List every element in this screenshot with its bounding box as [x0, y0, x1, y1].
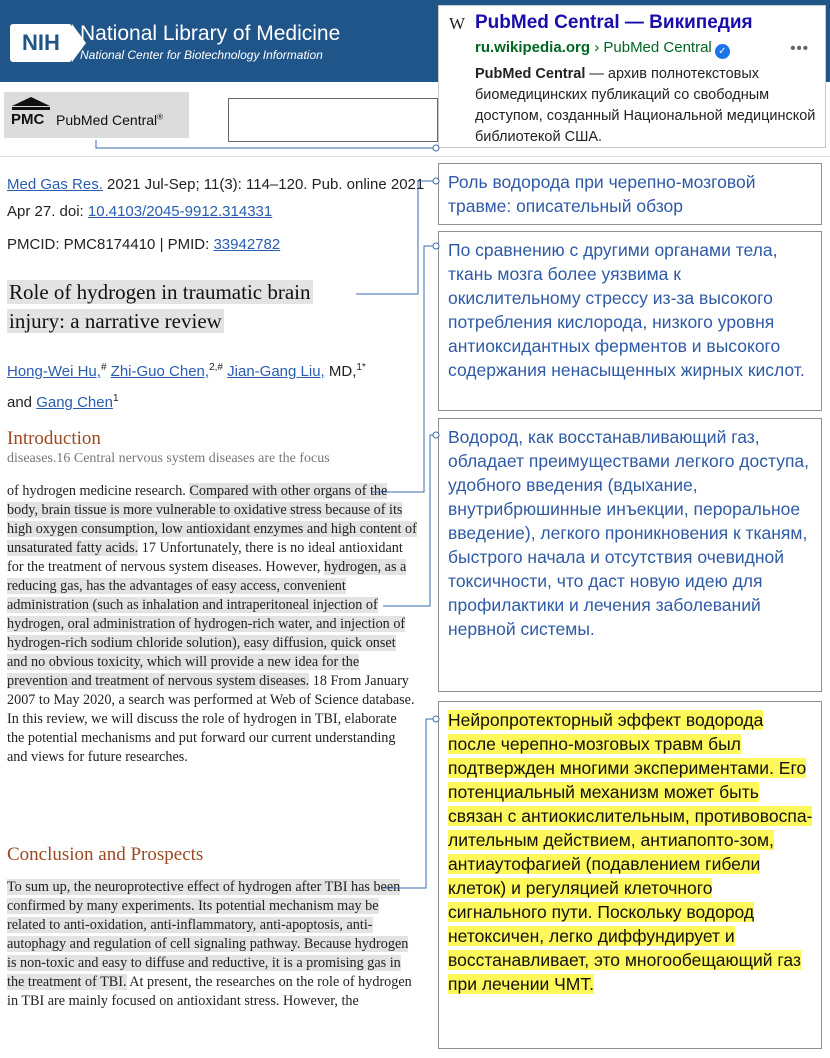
highlight-translation: Нейропротекторный эффект водорода после черепно-мозговых травм был подтвержден многими экспериментами. Его потенциальный механизм может быть связан с антиокислительным, противовоспа-лительным действием, антиапопто-зом, антиаутофагией (подавлением гибели клеток) и регуляцией клеточного сигнального пути. Поскольку водород нетоксичен, легко диффундирует и восстанавливает, это многообещающий газ при лечении ЧМТ.: [448, 710, 813, 994]
pmid-link[interactable]: 33942782: [213, 236, 281, 253]
connector-dot-title: [433, 178, 439, 184]
pmc-name: PubMed Central®: [56, 112, 164, 128]
introduction-heading: Introduction: [7, 428, 101, 449]
connector-pmc: [96, 140, 436, 148]
author-list: Hong-Wei Hu,# Zhi-Guo Chen,$^{2,\#}$ Jian-Gang Liu, MD,$^{1*}$ and Gang Chen$^1$: [7, 362, 366, 411]
pmcid-line: PMCID: PMC8174410 | PMID: 33942782: [7, 236, 281, 253]
nih-title[interactable]: National Library of Medicine: [80, 22, 341, 45]
connector-dot-pmc: [433, 145, 439, 151]
cut-off-line: diseases.16 Central nervous system diseases are the focus: [7, 451, 330, 466]
connector-intro-2: [383, 435, 436, 606]
more-options-icon[interactable]: •••: [790, 40, 809, 57]
verified-icon: ✓: [715, 44, 730, 59]
connector-dot-intro-2: [433, 432, 439, 438]
translation-box-1: По сравнению с другими органами тела, ткань мозга более уязвима к окислительному стрессу из-за высокого потребления кислорода, низкого уровня антиоксидантных ферментов и высокого содержания ненасыщенных жирных кислот.: [438, 231, 822, 411]
connector-dot-conclusion: [433, 716, 439, 722]
author-link-3[interactable]: Jian-Gang Liu,: [227, 363, 325, 380]
connector-conclusion: [383, 719, 436, 888]
conclusion-heading: Conclusion and Prospects: [7, 844, 204, 865]
conclusion-text: To sum up, the neuroprotective effect of hydrogen after TBI has been confirmed by many experiments. Its potential mechanism may be related to anti-oxidation, anti-inflammatory, anti-apoptosis, anti-autophagy and regulation of cell signaling pathway. Because hydrogen is non-toxic and easy to diffuse and reductive, it is a promising gas in the treatment of TBI. At present, the researches on the role of hydrogen in TBI are mainly focused on antioxidant stress. However, the: [7, 879, 412, 1009]
pmc-mark: PMC: [11, 111, 45, 128]
wikipedia-icon: W: [449, 14, 466, 33]
article-title: Role of hydrogen in traumatic brain injury: a narrative review: [9, 280, 311, 333]
author-link-4[interactable]: Gang Chen: [36, 394, 113, 411]
highlight-conclusion: To sum up, the neuroprotective effect of hydrogen after TBI has been confirmed by many experiments. Its potential mechanism may be related to anti-oxidation, anti-inflammatory, anti-apoptosis, anti-autophagy and regulation of cell signaling pathway. Because hydrogen is non-toxic and easy to diffuse and reductive, it is a promising gas in the treatment of TBI.: [7, 879, 409, 990]
doi-link[interactable]: 10.4103/2045-9912.314331: [87, 203, 273, 220]
translation-box-title: Роль водорода при черепно-мозговой травме: описательный обзор: [438, 163, 822, 225]
wikipedia-url[interactable]: ru.wikipedia.org › PubMed Central ✓: [475, 39, 730, 59]
connector-dot-intro-1: [433, 243, 439, 249]
wikipedia-title-link[interactable]: PubMed Central — Википедия: [475, 12, 753, 33]
nih-logo[interactable]: NIH: [10, 24, 72, 62]
journal-link[interactable]: Med Gas Res.: [7, 176, 103, 193]
author-link-2[interactable]: Zhi-Guo Chen,: [110, 363, 210, 380]
introduction-text: of hydrogen medicine research. Compared with other organs of the body, brain tissue is more vulnerable to oxidative stress because of its high oxygen consumption, low antioxidant enzymes and high content of unsaturated fatty acids. 17 Unfortunately, there is no ideal antioxidant for the treatment of nervous system diseases. However, hydrogen, as a reducing gas, has the advantages of easy access, convenient administration (such as inhalation and intraperitoneal injection of hydrogen, oral administration of hydrogen-rich water, and injection of hydrogen-rich sodium chloride solution), easy diffusion, quick onset and no obvious toxicity, which will provide a new idea for the prevention and treatment of nervous system diseases. 18 From January 2007 to May 2020, a search was performed at Web of Science database. In this review, we will discuss the role of hydrogen in TBI, elaborate the potential mechanisms and put forward our current understanding and views for future researches.: [7, 483, 417, 765]
author-link-1[interactable]: Hong-Wei Hu,: [7, 363, 101, 380]
connector-intro-1: [372, 246, 436, 492]
wikipedia-description: PubMed Central — архив полнотекстовых биомедицинских публикаций со свободным доступом, созданный Национальной медицинской библиотекой США.: [475, 66, 816, 145]
nih-subtitle: National Center for Biotechnology Information: [80, 48, 323, 62]
highlight-oxidative-stress: Compared with other organs of the body, brain tissue is more vulnerable to oxidative stress because of its high oxygen consumption, low antioxidant enzymes and high content of unsaturated fatty acids.: [7, 483, 417, 556]
translation-box-2: Водород, как восстанавливающий газ, обладает преимуществами легкого доступа, удобного введения (вдыхание, внутрибрюшинные инъекции, пероральное введение), легкого проникновения к тканям, быстрого начала и отсутствия очевидной токсичности, что даст новую идею для профилактики и лечения заболеваний нервной системы.: [438, 418, 822, 692]
citation-line: Med Gas Res. 2021 Jul-Sep; 11(3): 114–120. Pub. online 2021 Apr 27. doi: 10.4103/2045-9912.314331: [7, 176, 425, 220]
highlight-reducing-gas: hydrogen, as a reducing gas, has the advantages of easy access, convenient administration (such as inhalation and intraperitoneal injection of hydrogen, oral administration of hydrogen-rich water, and injection of hydrogen-rich sodium chloride solution), easy diffusion, quick onset and no obvious toxicity, which will provide a new idea for the prevention and treatment of nervous system diseases.: [7, 559, 407, 689]
